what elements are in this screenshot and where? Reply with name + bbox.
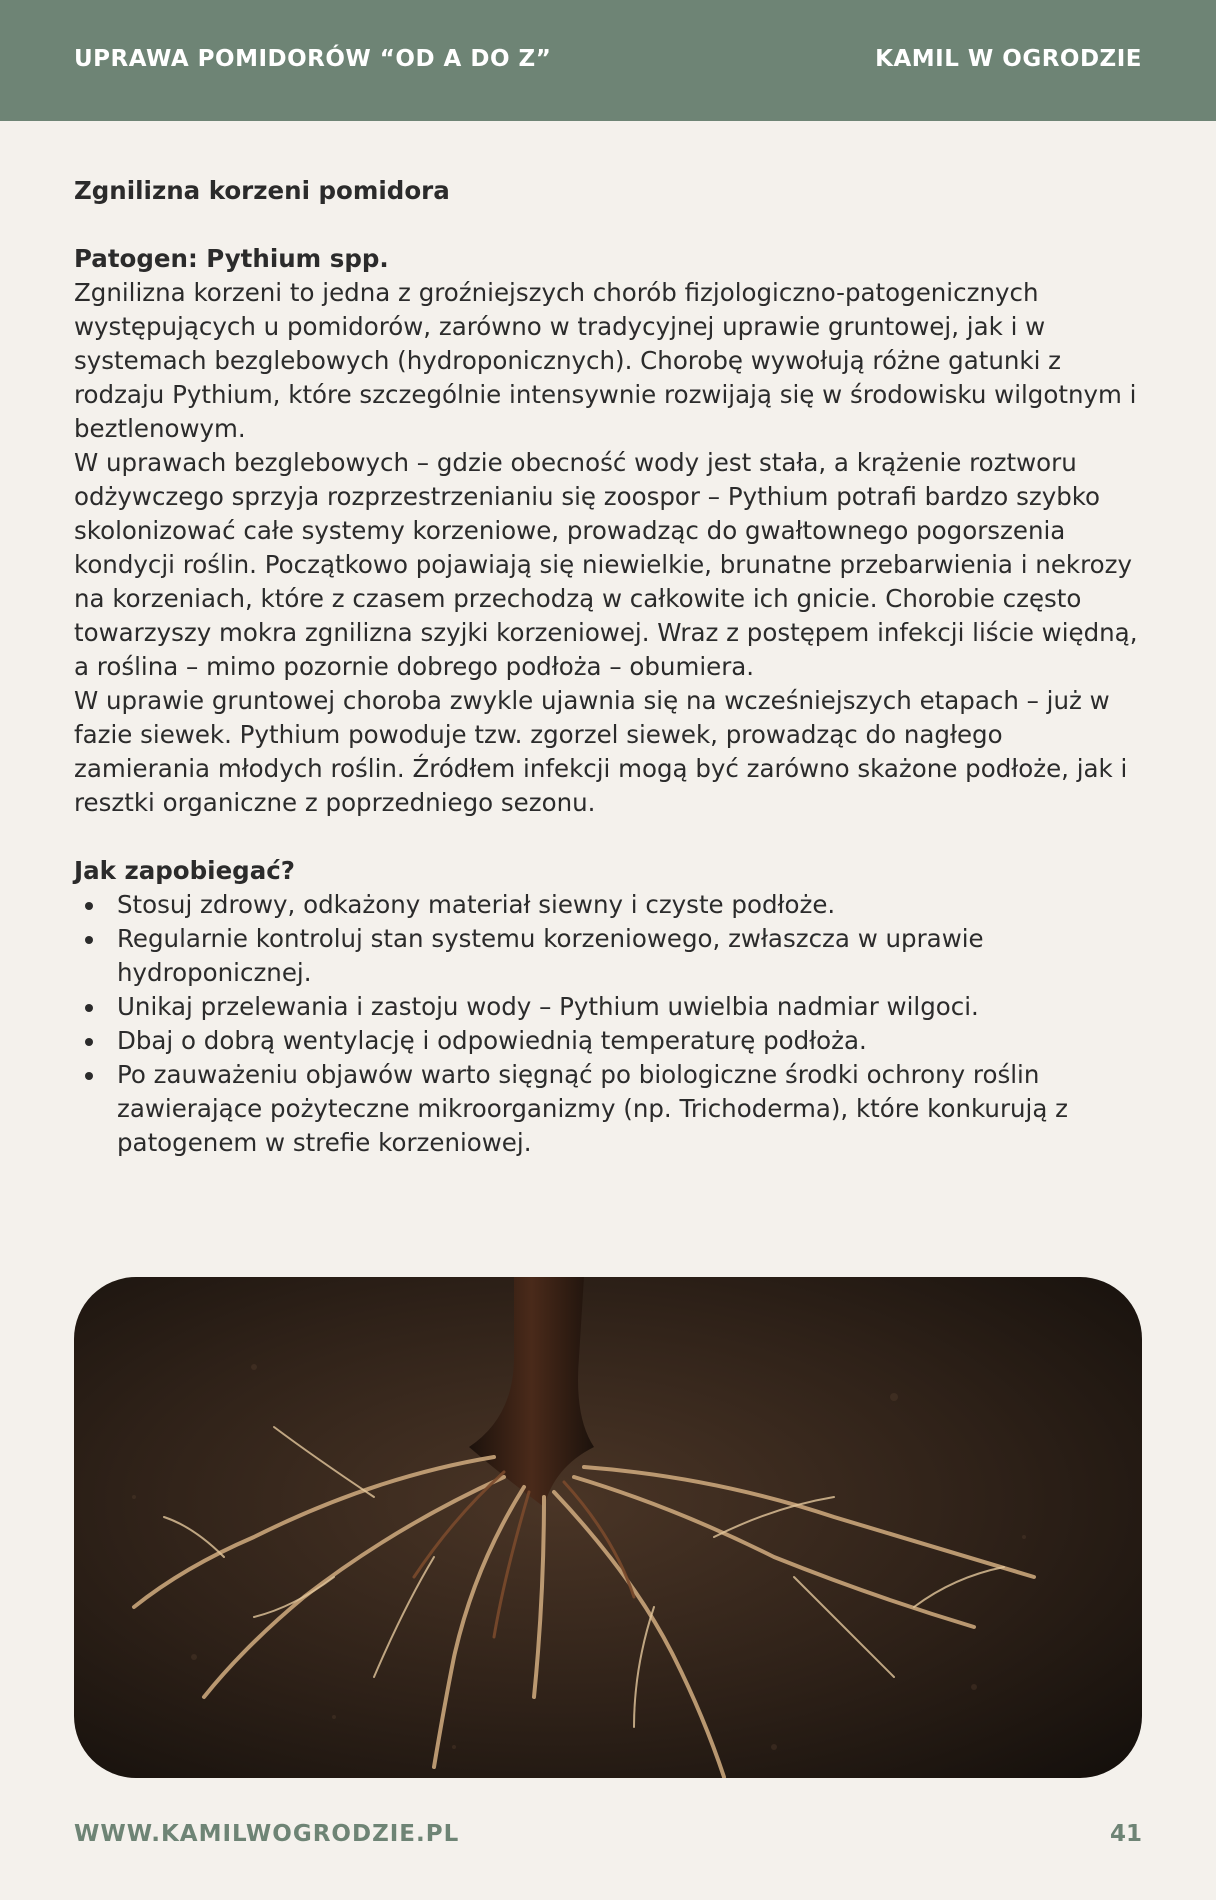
page-number: 41 (1109, 1821, 1142, 1847)
paragraph-2: W uprawach bezglebowych – gdzie obecność wody jest stała, a krążenie roztworu odżywczego sprzyja rozprzestrzenianiu się zoospor – Pythium potrafi bardzo szybko skolonizować całe systemy korzeniowe, prowadząc do gwałtownego pogorszenia kondycji roślin. Początkowo pojawiają się niewielkie, brunatne przebarwienia i nekrozy na korzeniach, które z czasem przechodzą w całkowite ich gnicie. Chorobie często towarzyszy mokra zgnilizna szyjki korzeniowej. Wraz z postępem infekcji liście więdną, a roślina – mimo pozornie dobrego podłoża – obumiera. (74, 448, 1138, 681)
list-item: Po zauważeniu objawów warto sięgnąć po biologiczne środki ochrony roślin zawierające pożyteczne mikroorganizmy (np. Trichoderma), które konkurują z patogenem w strefie korzeniowej. (74, 1058, 1144, 1160)
document-title: UPRAWA POMIDORÓW “OD A DO Z” (74, 45, 552, 72)
article-body (74, 174, 1144, 1160)
website-url: WWW.KAMILWOGRODZIE.PL (74, 1821, 460, 1847)
prevention-list (74, 888, 1144, 1160)
list-item: Unikaj przelewania i zastoju wody – Pythium uwielbia nadmiar wilgoci. (74, 990, 1144, 1024)
list-item: Stosuj zdrowy, odkażony materiał siewny i czyste podłoże. (74, 888, 1144, 922)
pathogen-label: Patogen: Pythium spp. (74, 244, 389, 273)
brand-name: KAMIL W OGRODZIE (875, 45, 1142, 72)
paragraph-3: W uprawie gruntowej choroba zwykle ujawnia się na wcześniejszych etapach – już w fazie siewek. Pythium powoduje tzw. zgorzel siewek, prowadząc do nagłego zamierania młodych roślin. Źródłem infekcji mogą być zarówno skażone podłoże, jak i resztki organiczne z poprzedniego sezonu. (74, 686, 1128, 817)
paragraph-1: Zgnilizna korzeni to jedna z groźniejszych chorób fizjologiczno-patogenicznych występujących u pomidorów, zarówno w tradycyjnej uprawie gruntowej, jak i w systemach bezglebowych (hydroponicznych). Chorobę wywołują różne gatunki z rodzaju Pythium, które szczególnie intensywnie rozwijają się w środowisku wilgotnym i beztlenowym. (74, 278, 1137, 443)
list-item: Regularnie kontroluj stan systemu korzeniowego, zwłaszcza w uprawie hydroponicznej. (74, 922, 1144, 990)
page-header (0, 0, 1216, 121)
root-illustration (74, 1277, 1142, 1778)
article-heading: Zgnilizna korzeni pomidora (74, 176, 450, 205)
root-rot-photo (74, 1277, 1142, 1778)
list-item: Dbaj o dobrą wentylację i odpowiednią temperaturę podłoża. (74, 1024, 1144, 1058)
prevention-heading: Jak zapobiegać? (74, 856, 295, 885)
